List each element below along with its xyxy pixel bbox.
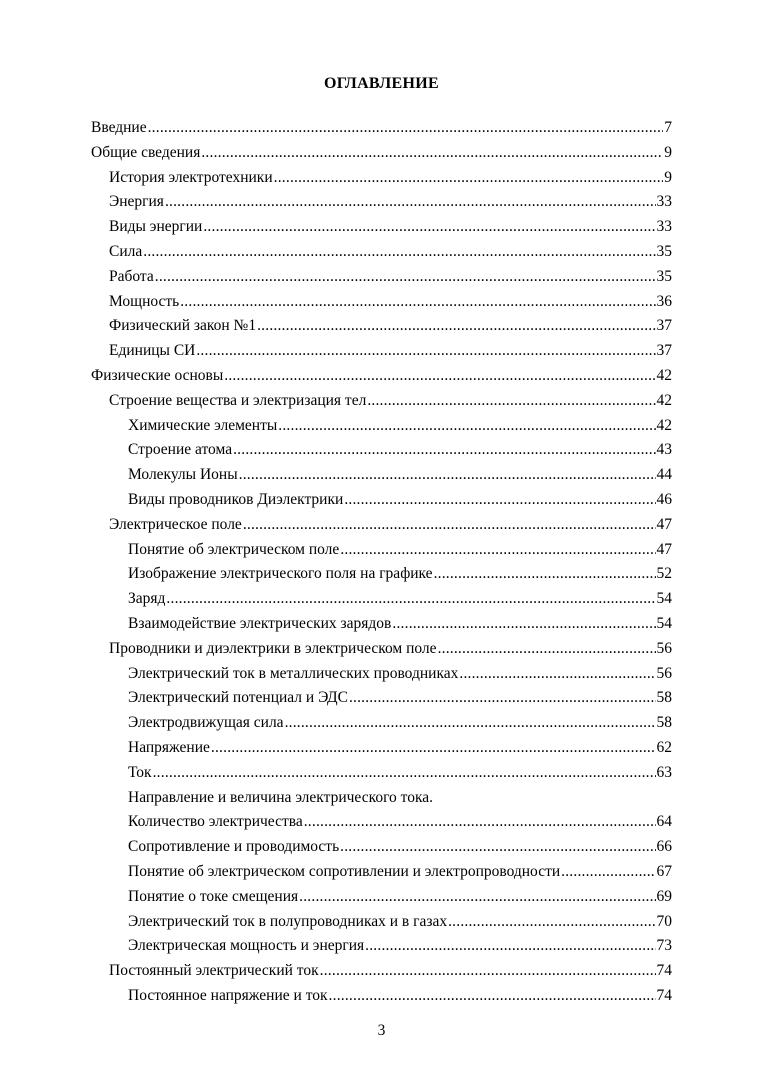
toc-entry[interactable] [91,810,672,835]
toc-dot-leader [233,438,655,463]
toc-entry-page: 54 [656,590,672,608]
toc-entry-title: Мощность [109,292,180,310]
toc-entry-page: 43 [656,441,672,459]
toc-entry-title: Направление и величина электрического тока. [128,788,434,806]
toc-dot-leader [299,885,655,910]
toc-entry-page: 56 [656,664,672,682]
toc-entry[interactable] [91,860,672,885]
toc-entry-page: 47 [656,540,672,558]
toc-entry[interactable] [91,761,672,786]
toc-entry-title: Работа [109,267,154,285]
toc-entry[interactable] [91,984,672,1009]
toc-entry-page: 70 [656,912,672,930]
toc-dot-leader [180,290,655,315]
toc-dot-leader [257,314,655,339]
toc-entry[interactable] [91,736,672,761]
toc-entry-page: 54 [656,614,672,632]
toc-entry-title: Молекулы Ионы [128,466,238,484]
toc-dot-leader [392,612,655,637]
toc-entry[interactable] [91,711,672,736]
toc-dot-leader [148,116,664,141]
toc-entry[interactable] [91,538,672,563]
toc-dot-leader [340,835,655,860]
toc-entry[interactable] [91,389,672,414]
toc-entry-page: 74 [656,962,672,980]
toc-entry-page: 9 [664,168,672,186]
toc-entry-title: Электрическая мощность и энергия [128,937,365,955]
toc-dot-leader [143,240,655,265]
toc-entry-page: 37 [656,342,672,360]
toc-dot-leader [434,562,656,587]
toc-entry[interactable] [91,562,672,587]
toc-entry-page: 42 [656,391,672,409]
toc-entry-title: Количество электричества [128,813,303,831]
toc-dot-leader [274,166,664,191]
toc-dot-leader [203,215,655,240]
toc-entry-page: 7 [664,119,672,136]
toc-dot-leader [224,364,655,389]
toc-entry-title: Общие сведения [91,143,201,161]
toc-dot-leader [329,984,656,1009]
toc-entry-title: Заряд [128,590,166,608]
toc-entry-page: 52 [656,565,672,583]
toc-dot-leader [211,736,656,761]
toc-entry-title: Сила [109,242,143,260]
toc-dot-leader [153,761,656,786]
toc-entry-title: Изображение электрического поля на графике [128,565,433,583]
toc-entry-title: Постоянное напряжение и ток [128,986,328,1004]
toc-entry[interactable] [91,835,672,860]
toc-entry-page: 67 [656,862,672,880]
toc-entry-title: Ток [128,763,152,781]
toc-entry-page: 69 [656,887,672,905]
toc-entry-page: 37 [656,317,672,335]
toc-entry-page: 42 [656,366,672,384]
toc-entry-title: Электрический потенциал и ЭДС [128,689,348,707]
toc-entry[interactable] [91,959,672,984]
toc-entry[interactable] [91,587,672,612]
toc-entry-page: 64 [656,813,672,831]
toc-dot-leader [459,662,655,687]
toc-entry[interactable] [91,290,672,315]
toc-entry-page: 33 [656,193,672,211]
toc-entry[interactable] [91,686,672,711]
toc-entry[interactable] [91,488,672,513]
toc-entry[interactable] [91,463,672,488]
toc-entry-title: Химические элементы [128,416,278,434]
toc-entry-title: Электрическое поле [109,515,242,533]
toc-entry[interactable] [91,513,672,538]
toc-dot-leader [165,190,656,215]
toc-entry-title: Единицы СИ [109,342,196,360]
toc-dot-leader [561,860,655,885]
toc-entry-page: 47 [656,515,672,533]
toc-entry[interactable] [91,215,672,240]
toc-entry-page: 36 [656,292,672,310]
toc-dot-leader [166,587,655,612]
toc-entry-title: Понятие об электрическом сопротивлении и электропроводности [128,862,561,880]
toc-entry[interactable] [91,612,672,637]
toc-entry[interactable] [91,190,672,215]
toc-entry-title: Электродвижущая сила [128,714,284,732]
toc-entry[interactable] [91,166,672,191]
toc-entry-page: 35 [656,242,672,260]
toc-entry-page: 46 [656,490,672,508]
toc-dot-leader [448,910,655,935]
toc-entry-page: 33 [656,218,672,236]
toc-entry-page: 9 [664,143,672,161]
toc-entry-page: 58 [656,714,672,732]
toc-entry-page: 44 [656,466,672,484]
toc-dot-leader [304,810,656,835]
toc-dot-leader [320,959,656,984]
toc-entry[interactable] [91,339,672,364]
toc-dot-leader [285,711,656,736]
toc-entry-title: Постоянный электрический ток [109,962,319,980]
toc-entry[interactable] [91,314,672,339]
toc-entry-page: 42 [656,416,672,434]
page-title: ОГЛАВЛЕНИЕ [324,75,439,92]
toc-dot-leader [155,265,656,290]
toc-dot-leader [278,414,655,439]
toc-dot-leader [201,141,663,166]
toc-entry[interactable] [91,885,672,910]
toc-entry[interactable] [91,141,672,166]
toc-entry-title: Электрический ток в металлических проводниках [128,664,459,682]
toc-entry-title: Напряжение [128,738,210,756]
toc-dot-leader [239,463,656,488]
toc-entry-title: Сопротивление и проводимость [128,838,340,856]
toc-dot-leader [349,686,656,711]
toc-entry-page: 73 [656,937,672,955]
toc-entry[interactable] [91,910,672,935]
toc-dot-leader [344,488,655,513]
toc-entry[interactable] [91,786,672,811]
toc-entry-title: Физический закон №1 [109,317,257,335]
toc-dot-leader [196,339,655,364]
toc-entry-title: Понятие о токе смещения [128,887,299,905]
page-number: 3 [377,1022,386,1039]
toc-dot-leader [365,934,655,959]
toc-entry-page: 66 [656,838,672,856]
toc-entry[interactable] [91,934,672,959]
toc-entry[interactable] [91,662,672,687]
toc-entry-title: Энергия [109,193,164,211]
toc-entry[interactable] [91,265,672,290]
toc-entry-page: 62 [656,738,672,756]
toc-entry-title: Проводники и диэлектрики в электрическом поле [109,639,437,657]
table-of-contents [91,116,672,1009]
toc-entry-title: Электрический ток в полупроводниках и в газах [128,912,448,930]
toc-entry-title: Взаимодействие электрических зарядов [128,614,392,632]
toc-entry-title: Физические основы [91,366,224,384]
toc-entry-page: 74 [656,986,672,1004]
toc-dot-leader [340,538,655,563]
toc-entry-title: Виды энергии [109,218,203,236]
toc-entry[interactable] [91,438,672,463]
toc-entry[interactable] [91,637,672,662]
toc-dot-leader [243,513,656,538]
toc-entry-title: Строение атома [128,441,233,459]
toc-dot-leader [438,637,656,662]
toc-entry-page: 56 [656,639,672,657]
toc-dot-leader [367,389,655,414]
toc-entry-title: Понятие об электрическом поле [128,540,340,558]
toc-entry[interactable] [91,240,672,265]
toc-entry-title: Строение вещества и электризация тел [109,391,367,409]
toc-entry[interactable] [91,364,672,389]
toc-entry-title: История электротехники [109,168,273,186]
toc-entry-title: Виды проводников Диэлектрики [128,490,344,508]
toc-entry-page: 58 [656,689,672,707]
toc-entry-page: 63 [656,763,672,781]
toc-entry[interactable] [91,414,672,439]
toc-entry[interactable] [91,116,672,141]
toc-entry-page: 35 [656,267,672,285]
toc-entry-title: Введние [91,119,147,136]
